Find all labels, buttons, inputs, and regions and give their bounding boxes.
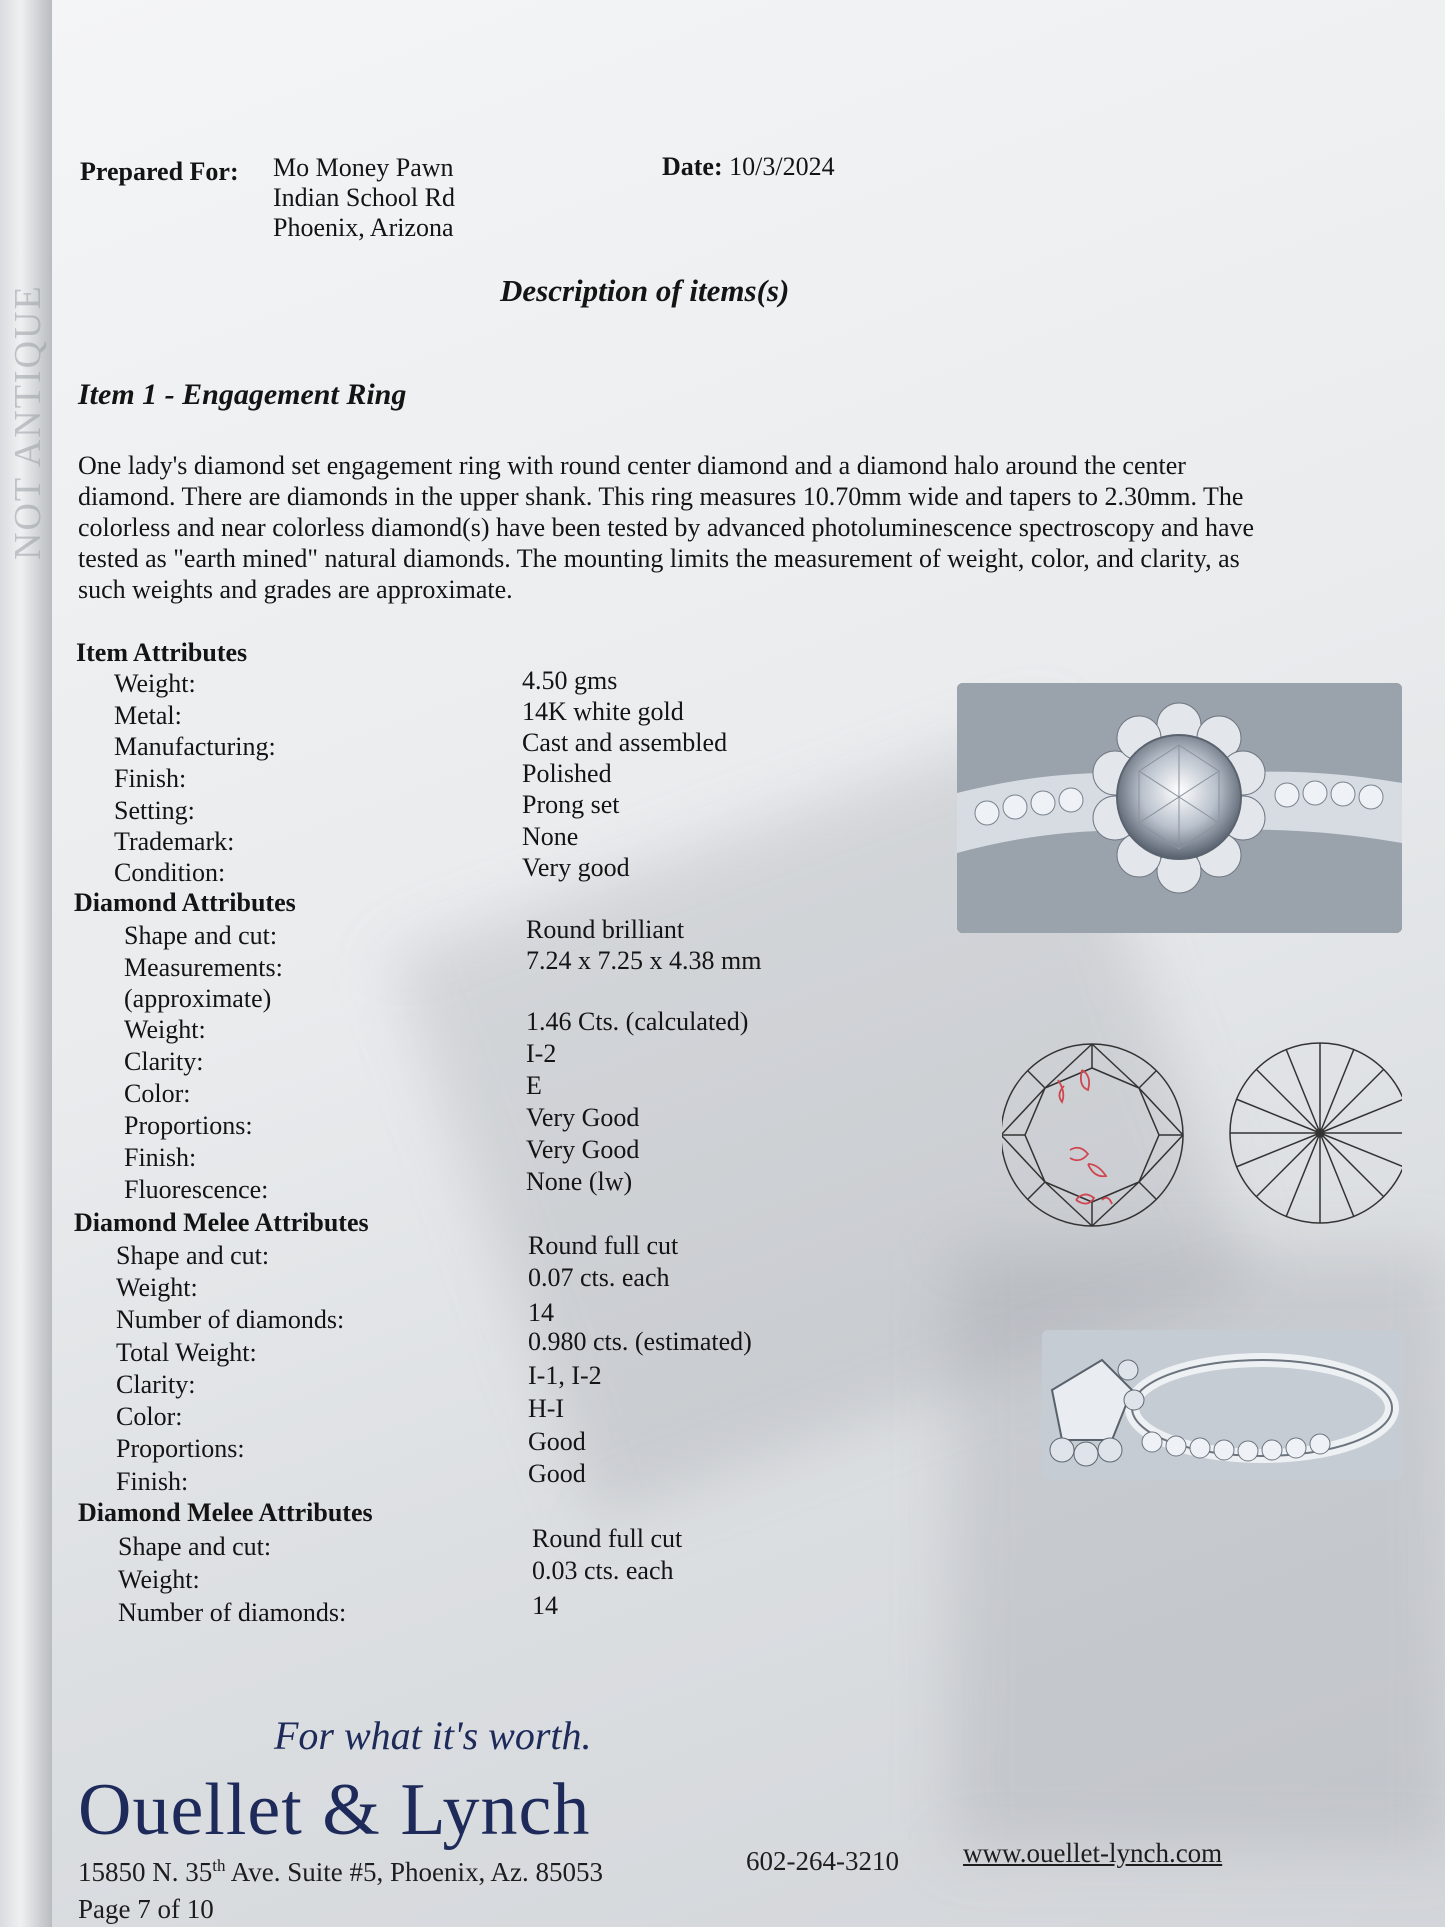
row-label: Weight: xyxy=(124,1015,206,1044)
row-label: (approximate) xyxy=(124,984,272,1013)
row-label: Weight: xyxy=(114,669,196,698)
row-label: Proportions: xyxy=(124,1111,253,1140)
ring-photo-side-view xyxy=(1042,1330,1402,1480)
edge-text: NOT ANTIQUE xyxy=(7,284,49,560)
prepared-for-label: Prepared For: xyxy=(80,157,239,186)
row-label: Number of diamonds: xyxy=(116,1305,345,1334)
row-label: Clarity: xyxy=(116,1370,196,1399)
row-label: Weight: xyxy=(118,1565,200,1594)
diamond-plot-diagrams xyxy=(1002,1040,1402,1230)
row-value: 7.24 x 7.25 x 4.38 mm xyxy=(526,946,762,975)
row-label: Color: xyxy=(124,1079,191,1108)
row-label: Finish: xyxy=(116,1467,189,1496)
row-value: 14K white gold xyxy=(522,697,684,726)
row-value: 1.46 Cts. (calculated) xyxy=(526,1007,749,1036)
item-description: One lady's diamond set engagement ring with round center diamond and a diamond halo around the center diamond. There are diamonds in the upper shank. This ring measures 10.70mm wide and tapers to 2.30mm. The colorless and near colorless diamond(s) have been tested by advanced photoluminescence spectroscopy and have tested as "earth mined" natural diamonds. The mounting limits the measurement of weight, color, and clarity, as such weights and grades are approximate. xyxy=(78,451,1255,604)
website-link[interactable]: www.ouellet-lynch.com xyxy=(963,1838,1223,1868)
ring-side-view-illustration xyxy=(1042,1330,1402,1480)
row-value: Round brilliant xyxy=(526,915,685,944)
row-label: Shape and cut: xyxy=(124,921,278,950)
row-label: Total Weight: xyxy=(116,1338,257,1367)
row-value: I-2 xyxy=(526,1039,557,1068)
row-value: Round full cut xyxy=(528,1231,679,1260)
row-label: Shape and cut: xyxy=(116,1241,270,1270)
row-label: Finish: xyxy=(114,764,187,793)
prepared-for-line-2: Indian School Rd xyxy=(273,183,455,212)
row-value: 4.50 gms xyxy=(522,666,618,695)
row-label: Number of diamonds: xyxy=(118,1598,347,1627)
page-title: Description of items(s) xyxy=(500,273,790,308)
pavilion-view-diagram xyxy=(1230,1043,1402,1223)
address-city: Ave. Suite #5, Phoenix, Az. 85053 xyxy=(225,1857,603,1887)
row-value: Very Good xyxy=(526,1135,640,1164)
row-value: I-1, I-2 xyxy=(528,1361,602,1390)
row-value: Polished xyxy=(522,759,612,788)
tagline: For what it's worth. xyxy=(274,1713,592,1758)
address-street: 15850 N. 35 xyxy=(78,1857,213,1887)
prepared-for-line-3: Phoenix, Arizona xyxy=(273,213,454,242)
appraisal-page xyxy=(52,0,1445,1927)
phone-number: 602-264-3210 xyxy=(746,1846,899,1876)
row-value: H-I xyxy=(528,1394,565,1423)
row-label: Clarity: xyxy=(124,1047,204,1076)
row-label: Shape and cut: xyxy=(118,1532,272,1561)
row-label: Finish: xyxy=(124,1143,197,1172)
row-value: None (lw) xyxy=(526,1167,633,1196)
address-ordinal: th xyxy=(212,1856,226,1875)
ring-photo-top-view xyxy=(957,683,1402,933)
row-label: Fluorescence: xyxy=(124,1175,269,1204)
row-value: Round full cut xyxy=(532,1524,683,1553)
section-title-melee-2: Diamond Melee Attributes xyxy=(78,1498,373,1527)
row-value: Very good xyxy=(522,853,630,882)
prepared-for-line-1: Mo Money Pawn xyxy=(273,153,454,182)
page-number: Page 7 of 10 xyxy=(78,1894,214,1924)
row-label: Manufacturing: xyxy=(114,732,276,761)
row-value: Cast and assembled xyxy=(522,728,728,757)
row-label: Setting: xyxy=(114,796,195,825)
ring-top-view-illustration xyxy=(957,683,1402,933)
row-value: 14 xyxy=(532,1591,558,1620)
item-title: Item 1 - Engagement Ring xyxy=(78,378,407,411)
row-value: Prong set xyxy=(522,790,620,819)
date-block xyxy=(662,151,835,182)
address xyxy=(78,1856,603,1888)
row-label: Measurements: xyxy=(124,953,283,982)
row-label: Condition: xyxy=(114,858,226,887)
row-value: Very Good xyxy=(526,1103,640,1132)
binder-edge xyxy=(0,0,52,1927)
row-value: 0.03 cts. each xyxy=(532,1556,674,1585)
row-label: Proportions: xyxy=(116,1434,245,1463)
section-title-melee-1: Diamond Melee Attributes xyxy=(74,1208,369,1237)
row-value: None xyxy=(522,822,579,851)
row-label: Weight: xyxy=(116,1273,198,1302)
row-value: E xyxy=(526,1071,542,1100)
row-value: 0.980 cts. (estimated) xyxy=(528,1327,752,1356)
row-value: 0.07 cts. each xyxy=(528,1263,670,1292)
row-value: 14 xyxy=(528,1298,554,1327)
date-value: 10/3/2024 xyxy=(729,152,835,181)
row-label: Color: xyxy=(116,1402,183,1431)
date-label: Date: xyxy=(662,152,723,181)
row-label: Trademark: xyxy=(114,827,235,856)
brand-name: Ouellet & Lynch xyxy=(78,1769,591,1851)
inclusion-marks xyxy=(1058,1070,1112,1204)
row-value: Good xyxy=(528,1427,586,1456)
row-value: Good xyxy=(528,1459,586,1488)
section-title-diamond-attributes: Diamond Attributes xyxy=(74,888,296,917)
row-label: Metal: xyxy=(114,701,182,730)
section-title-item-attributes: Item Attributes xyxy=(76,638,248,667)
